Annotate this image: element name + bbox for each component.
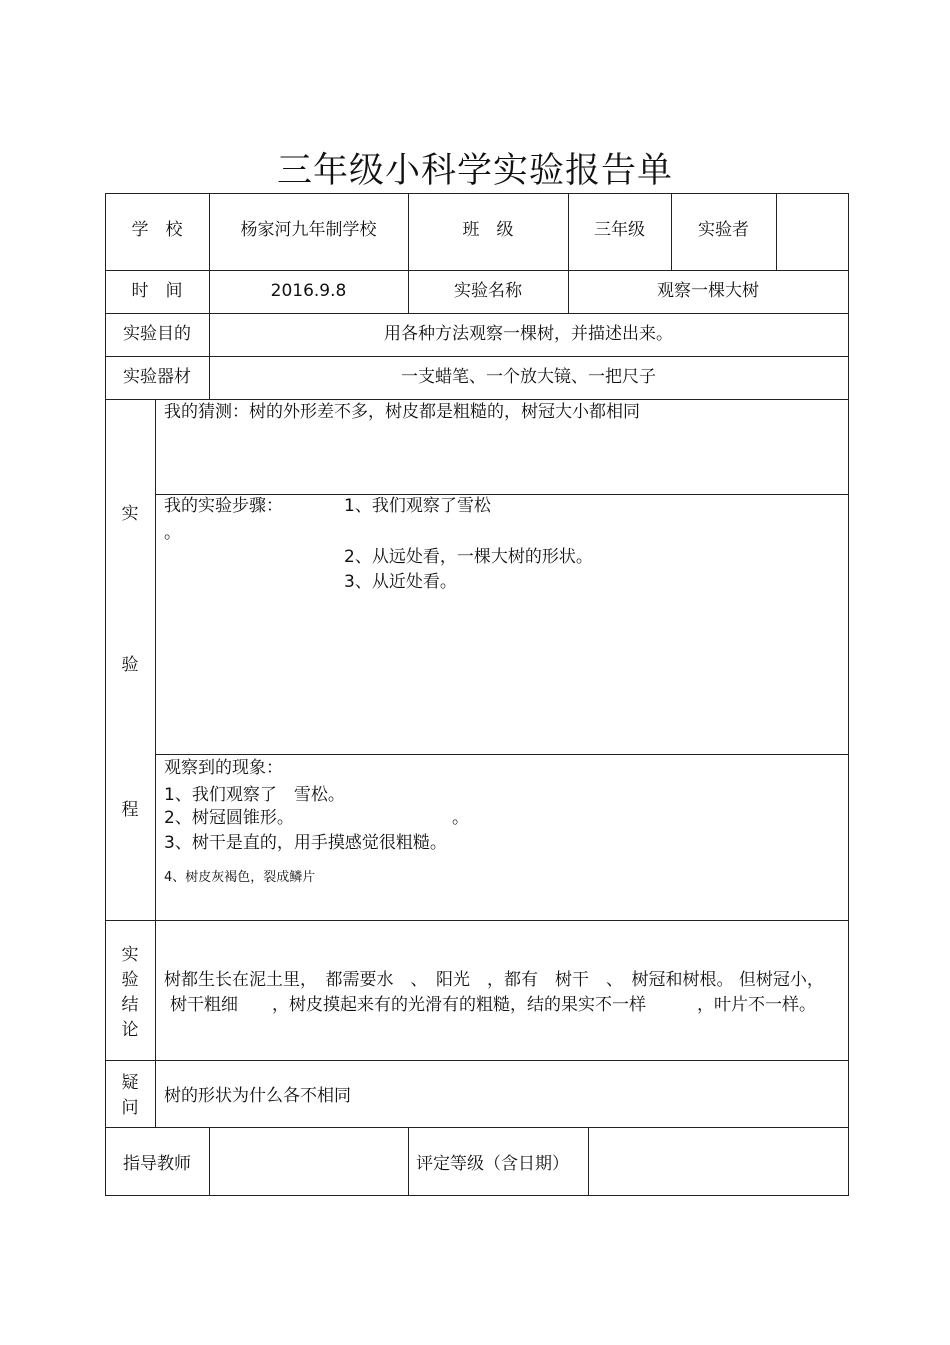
- conclusion-label-char: 实: [121, 945, 139, 965]
- conclusion-label-char: 结: [121, 995, 139, 1015]
- observation-item: 1、我们观察了 雪松。: [164, 785, 345, 805]
- time-label: 时 间: [131, 281, 183, 301]
- exp-name-label: 实验名称: [454, 281, 522, 301]
- purpose-label: 实验目的: [123, 324, 191, 344]
- process-label-char: 实: [121, 504, 139, 524]
- observation-item: 4、树皮灰褐色，裂成鳞片: [164, 870, 316, 885]
- time-value: 2016.9.8: [270, 281, 347, 301]
- grade-label: 评定等级（含日期）: [416, 1154, 569, 1174]
- guess-text: 我的猜测：树的外形差不多，树皮都是粗糙的，树冠大小都相同: [164, 402, 640, 422]
- school-label: 学 校: [131, 220, 183, 240]
- question-label-char: 问: [121, 1098, 139, 1118]
- materials-value: 一支蜡笔、一个放大镜、一把尺子: [401, 367, 656, 387]
- page-title: 三年级小科学实验报告单: [276, 151, 673, 191]
- steps-dot: 。: [164, 523, 181, 543]
- conclusion-line: 树都生长在泥土里， 都需要水 、 阳光 ，都有 树干 、 树冠和树根。 但树冠小，: [164, 970, 824, 990]
- steps-label: 我的实验步骤：: [164, 496, 283, 516]
- process-label-char: 程: [121, 800, 139, 820]
- exp-name-value: 观察一棵大树: [657, 281, 759, 301]
- experimenter-label: 实验者: [698, 220, 749, 240]
- observe-label: 观察到的现象：: [164, 758, 283, 778]
- school-value: 杨家河九年制学校: [240, 220, 377, 240]
- conclusion-line: 树干粗细 ，树皮摸起来有的光滑有的粗糙，结的果实不一样 ，叶片不一样。: [170, 995, 816, 1015]
- question-label-char: 疑: [121, 1073, 139, 1093]
- step-item: 2、从远处看，一棵大树的形状。: [344, 547, 593, 567]
- step-item: 1、我们观察了雪松: [344, 496, 491, 516]
- teacher-label: 指导教师: [123, 1154, 191, 1174]
- observation-dot: 。: [452, 808, 469, 828]
- question-value: 树的形状为什么各不相同: [164, 1086, 351, 1106]
- class-value: 三年级: [594, 220, 645, 240]
- process-label-char: 验: [121, 655, 139, 675]
- step-item: 3、从近处看。: [344, 572, 457, 592]
- conclusion-label-char: 验: [121, 970, 139, 990]
- materials-label: 实验器材: [123, 367, 191, 387]
- purpose-value: 用各种方法观察一棵树，并描述出来。: [384, 324, 673, 344]
- observation-item: 2、树冠圆锥形。: [164, 808, 294, 828]
- conclusion-label-char: 论: [121, 1020, 139, 1040]
- observation-item: 3、树干是直的，用手摸感觉很粗糙。: [164, 833, 447, 853]
- class-label: 班 级: [462, 220, 514, 240]
